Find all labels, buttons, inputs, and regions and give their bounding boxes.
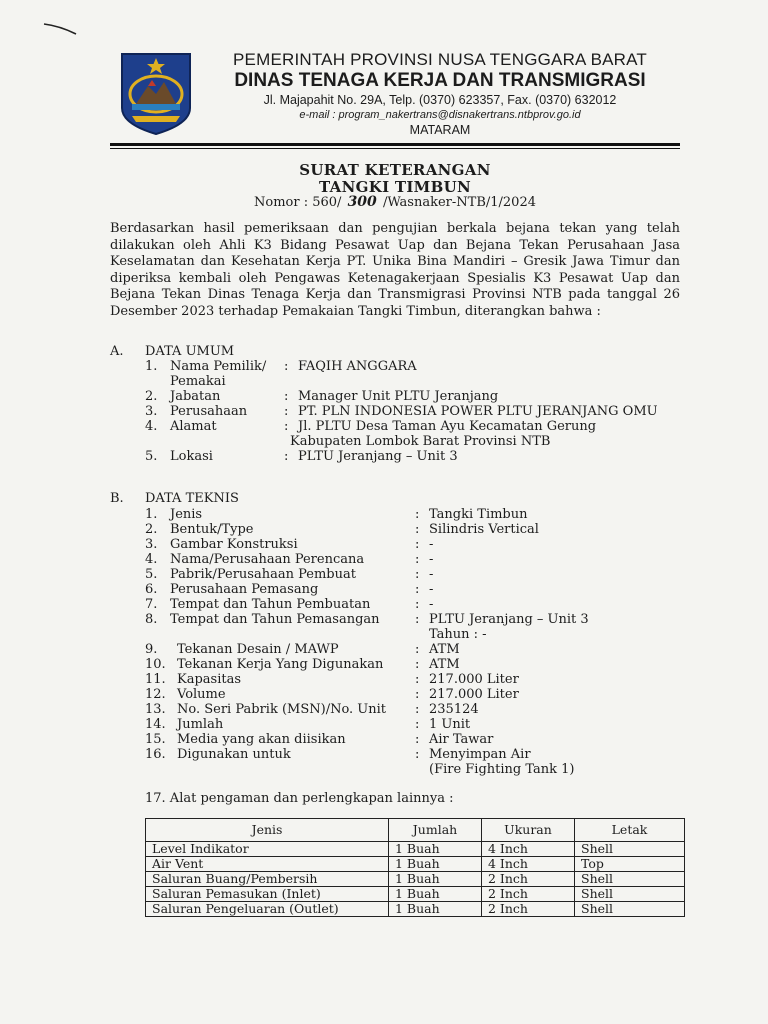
table-cell: 2 Inch (482, 872, 575, 887)
agency-email: e-mail : program_nakertrans@disnakertrans.ntbprov.go.id (299, 109, 581, 121)
list-item-label: Jenis (170, 507, 203, 522)
table-row (146, 902, 685, 917)
list-item-label: Jabatan (170, 389, 221, 404)
list-item-separator: : (415, 747, 420, 762)
list-item-separator: : (415, 672, 420, 687)
table-header-row (146, 819, 685, 842)
pen-scribble-mark (42, 18, 82, 38)
table-cell: 2 Inch (482, 902, 575, 917)
table-cell: Shell (575, 872, 685, 887)
list-item-value: Tangki Timbun (429, 507, 528, 522)
list-item-separator: : (415, 522, 420, 537)
list-item-number: 3. (145, 537, 158, 552)
government-name: PEMERINTAH PROVINSI NUSA TENGGARA BARAT (233, 50, 647, 69)
column-header: Jenis (146, 819, 389, 842)
list-item-label: Kapasitas (177, 672, 242, 687)
list-item-label: No. Seri Pabrik (MSN)/No. Unit (177, 702, 387, 717)
list-item-label: Nama Pemilik/ (170, 359, 267, 374)
list-item-separator: : (415, 717, 420, 732)
list-item-number: 4. (145, 419, 158, 434)
table-cell: Saluran Buang/Pembersih (146, 872, 389, 887)
list-item-label: Media yang akan diisikan (177, 732, 346, 747)
section-b-heading: DATA TEKNIS (145, 491, 239, 506)
number-suffix: /Wasnaker-NTB/1/2024 (382, 195, 536, 210)
list-item-separator: : (284, 449, 289, 464)
table-cell: Saluran Pengeluaran (Outlet) (146, 902, 389, 917)
table-cell: 1 Buah (389, 842, 482, 857)
list-item-label: Perusahaan Pemasang (170, 582, 319, 597)
list-item-separator: : (415, 537, 420, 552)
list-item-number: 7. (145, 597, 158, 612)
list-item-separator: : (415, 687, 420, 702)
table-row (146, 842, 685, 857)
list-item-value: Silindris Vertical (429, 522, 539, 537)
list-item-value: PLTU Jeranjang – Unit 3 (429, 612, 589, 627)
table-cell: Saluran Pemasukan (Inlet) (146, 887, 389, 902)
number-prefix: Nomor : 560/ (254, 195, 342, 210)
list-item-number: 14. (145, 717, 166, 732)
table-cell: Shell (575, 887, 685, 902)
list-item-label: Tekanan Kerja Yang Digunakan (177, 657, 384, 672)
list-item-separator: : (415, 582, 420, 597)
list-item-value: - (429, 567, 434, 582)
list-item-separator: : (284, 359, 289, 374)
list-item-value: - (429, 552, 434, 567)
list-item-value: 1 Unit (429, 717, 471, 732)
list-item-number: 12. (145, 687, 166, 702)
section-a-letter: A. (110, 344, 124, 359)
list-item-label: Tekanan Desain / MAWP (177, 642, 339, 657)
list-item-separator: : (415, 507, 420, 522)
document-title: SURAT KETERANGAN (299, 161, 491, 179)
table-cell: Level Indikator (146, 842, 389, 857)
list-item-label: Tempat dan Tahun Pemasangan (170, 612, 380, 627)
list-item-number: 2. (145, 522, 158, 537)
list-item-label: Gambar Konstruksi (170, 537, 298, 552)
list-item-value: Jl. PLTU Desa Taman Ayu Kecamatan Gerung (298, 419, 597, 434)
table-cell: Shell (575, 842, 685, 857)
list-item-value-cont: Kabupaten Lombok Barat Provinsi NTB (290, 434, 551, 449)
list-item-value: - (429, 537, 434, 552)
list-item-value: 217.000 Liter (429, 687, 519, 702)
agency-address: Jl. Majapahit No. 29A, Telp. (0370) 623357, Fax. (0370) 632012 (263, 93, 617, 107)
table-cell: 2 Inch (482, 887, 575, 902)
list-item-value: Air Tawar (429, 732, 494, 747)
list-item-separator: : (415, 552, 420, 567)
list-item-label: Pabrik/Perusahaan Pembuat (170, 567, 356, 582)
list-item-separator: : (415, 702, 420, 717)
list-item-number: 13. (145, 702, 166, 717)
ntb-province-emblem-icon (118, 50, 194, 136)
list-item-separator: : (284, 419, 289, 434)
equipment-heading: 17. Alat pengaman dan perlengkapan lainnya : (145, 791, 454, 806)
list-item-separator: : (415, 597, 420, 612)
list-item-value-cont: Tahun : - (429, 627, 487, 642)
list-item-separator: : (415, 657, 420, 672)
list-item-number: 3. (145, 404, 158, 419)
list-item-value-cont: (Fire Fighting Tank 1) (429, 762, 575, 777)
list-item-separator: : (415, 642, 420, 657)
list-item-value: 217.000 Liter (429, 672, 519, 687)
document-number (110, 194, 680, 210)
list-item-number: 1. (145, 359, 158, 374)
list-item-value: Manager Unit PLTU Jeranjang (298, 389, 499, 404)
list-item-value: PT. PLN INDONESIA POWER PLTU JERANJANG OMU (298, 404, 658, 419)
table-row (146, 857, 685, 872)
intro-paragraph: Berdasarkan hasil pemeriksaan dan pengujian berkala bejana tekan yang telah dilakukan oleh Ahli K3 Bidang Pesawat Uap dan Bejana Tekan Perusahaan Jasa Keselamatan dan Kesehatan Kerja PT. Unika Bina Mandiri – Gresik Jawa Timur dan diperiksa kembali oleh Pengawas Ketenagakerjaan Spesialis K3 Pesawat Uap dan Bejana Tekan Dinas Tenaga Kerja dan Transmigrasi Provinsi NTB pada tanggal 26 Desember 2023 terhadap Pemakaian Tangki Timbun, diterangkan bahwa : (110, 221, 680, 319)
list-item-value: ATM (429, 642, 460, 657)
list-item-label-cont: Pemakai (170, 374, 226, 389)
list-item-value: ATM (429, 657, 460, 672)
table-cell: Shell (575, 902, 685, 917)
list-item-value: Menyimpan Air (429, 747, 531, 762)
list-item-number: 5. (145, 449, 158, 464)
letterhead (200, 50, 680, 138)
list-item-separator: : (415, 732, 420, 747)
section-a-heading: DATA UMUM (145, 344, 235, 359)
list-item-number: 16. (145, 747, 166, 762)
list-item-value: PLTU Jeranjang – Unit 3 (298, 449, 458, 464)
list-item-value: - (429, 582, 434, 597)
list-item-number: 1. (145, 507, 158, 522)
list-item-label: Jumlah (177, 717, 224, 732)
list-item-label: Alamat (170, 419, 217, 434)
list-item-separator: : (415, 567, 420, 582)
list-item-separator: : (284, 389, 289, 404)
table-cell: 1 Buah (389, 872, 482, 887)
list-item-number: 9. (145, 642, 158, 657)
column-header: Letak (575, 819, 685, 842)
table-row (146, 887, 685, 902)
list-item-label: Nama/Perusahaan Perencana (170, 552, 365, 567)
table-cell: 1 Buah (389, 887, 482, 902)
letterhead-divider-thin (110, 148, 680, 149)
list-item-number: 15. (145, 732, 166, 747)
list-item-label: Bentuk/Type (170, 522, 254, 537)
list-item-number: 2. (145, 389, 158, 404)
list-item-number: 5. (145, 567, 158, 582)
table-cell: 4 Inch (482, 842, 575, 857)
equipment-table (145, 818, 685, 917)
table-cell: Top (575, 857, 685, 872)
table-cell: 1 Buah (389, 857, 482, 872)
agency-name: DINAS TENAGA KERJA DAN TRANSMIGRASI (234, 70, 646, 91)
list-item-label: Tempat dan Tahun Pembuatan (170, 597, 371, 612)
list-item-number: 10. (145, 657, 166, 672)
list-item-number: 6. (145, 582, 158, 597)
table-row (146, 872, 685, 887)
agency-city: MATARAM (409, 123, 471, 137)
list-item-label: Lokasi (170, 449, 213, 464)
table-cell: 1 Buah (389, 902, 482, 917)
table-cell: Air Vent (146, 857, 389, 872)
column-header: Jumlah (389, 819, 482, 842)
list-item-separator: : (415, 612, 420, 627)
list-item-label: Perusahaan (170, 404, 248, 419)
list-item-value: FAQIH ANGGARA (298, 359, 417, 374)
letterhead-divider-thick (110, 143, 680, 146)
list-item-separator: : (284, 404, 289, 419)
list-item-number: 4. (145, 552, 158, 567)
number-handwritten: 300 (347, 194, 377, 210)
list-item-value: 235124 (429, 702, 479, 717)
document-subtitle: TANGKI TIMBUN (319, 178, 471, 196)
list-item-number: 8. (145, 612, 158, 627)
list-item-value: - (429, 597, 434, 612)
table-cell: 4 Inch (482, 857, 575, 872)
section-b-letter: B. (110, 491, 124, 506)
list-item-label: Volume (177, 687, 226, 702)
list-item-label: Digunakan untuk (177, 747, 291, 762)
list-item-number: 11. (145, 672, 166, 687)
column-header: Ukuran (482, 819, 575, 842)
